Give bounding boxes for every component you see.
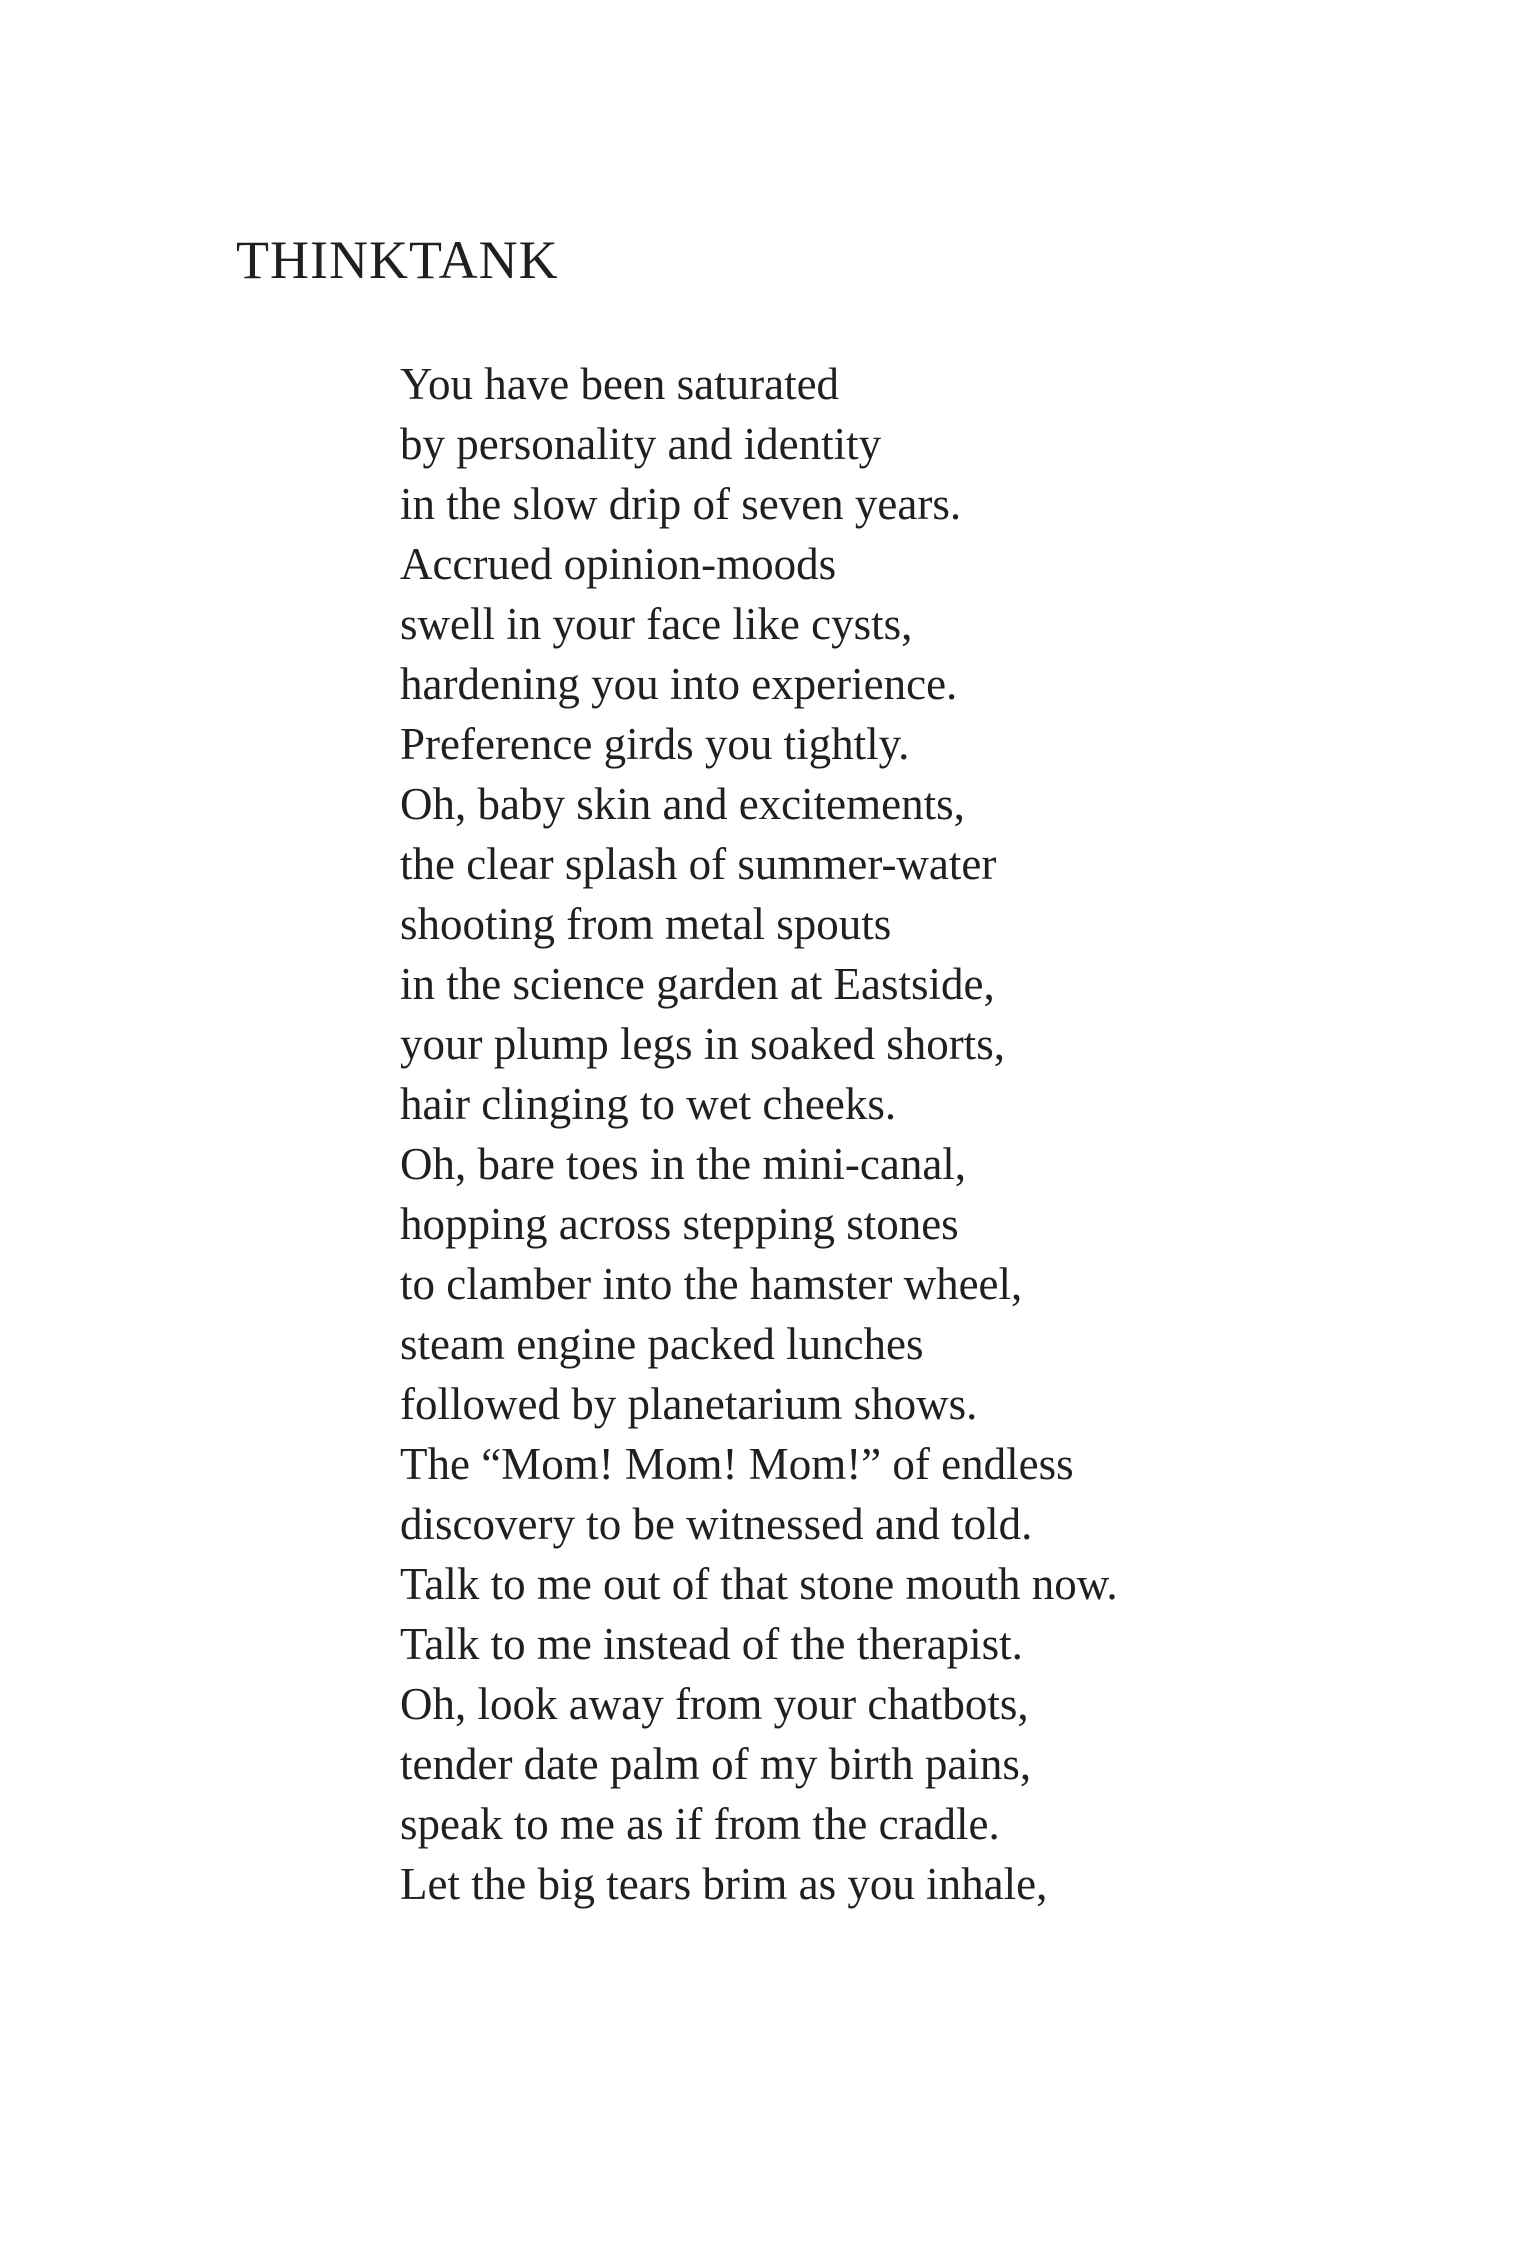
poem-line: discovery to be witnessed and told.	[400, 1499, 1033, 1549]
poem-line: in the science garden at Eastside,	[400, 959, 995, 1009]
poem-line: tender date palm of my birth pains,	[400, 1739, 1032, 1789]
poem-line: speak to me as if from the cradle.	[400, 1799, 1000, 1849]
poem-line: swell in your face like cysts,	[400, 599, 913, 649]
poem-line: Talk to me instead of the therapist.	[400, 1619, 1023, 1669]
poem-line: shooting from metal spouts	[400, 899, 892, 949]
poem-line: to clamber into the hamster wheel,	[400, 1259, 1023, 1309]
poem-line: hardening you into experience.	[400, 659, 958, 709]
poem-body	[400, 354, 1118, 1914]
poem-line: You have been saturated	[400, 359, 840, 409]
poem-line: Accrued opinion-moods	[400, 539, 837, 589]
poem-line: hopping across stepping stones	[400, 1199, 959, 1249]
poem-line: the clear splash of summer-water	[400, 839, 997, 889]
poem-line: in the slow drip of seven years.	[400, 479, 962, 529]
poem-line: your plump legs in soaked shorts,	[400, 1019, 1005, 1069]
poem-title: THINKTANK	[236, 230, 559, 290]
poem-line: The “Mom! Mom! Mom!” of endless	[400, 1439, 1074, 1489]
poem-line: hair clinging to wet cheeks.	[400, 1079, 897, 1129]
poem-line: Let the big tears brim as you inhale,	[400, 1859, 1048, 1909]
poem-line: followed by planetarium shows.	[400, 1379, 978, 1429]
poem-line: Oh, look away from your chatbots,	[400, 1679, 1029, 1729]
poem-line: by personality and identity	[400, 419, 882, 469]
poem-line: Preference girds you tightly.	[400, 719, 910, 769]
poem-line: Oh, bare toes in the mini-canal,	[400, 1139, 967, 1189]
poem-line: steam engine packed lunches	[400, 1319, 924, 1369]
poem-line: Oh, baby skin and excitements,	[400, 779, 965, 829]
poem-line: Talk to me out of that stone mouth now.	[400, 1559, 1118, 1609]
